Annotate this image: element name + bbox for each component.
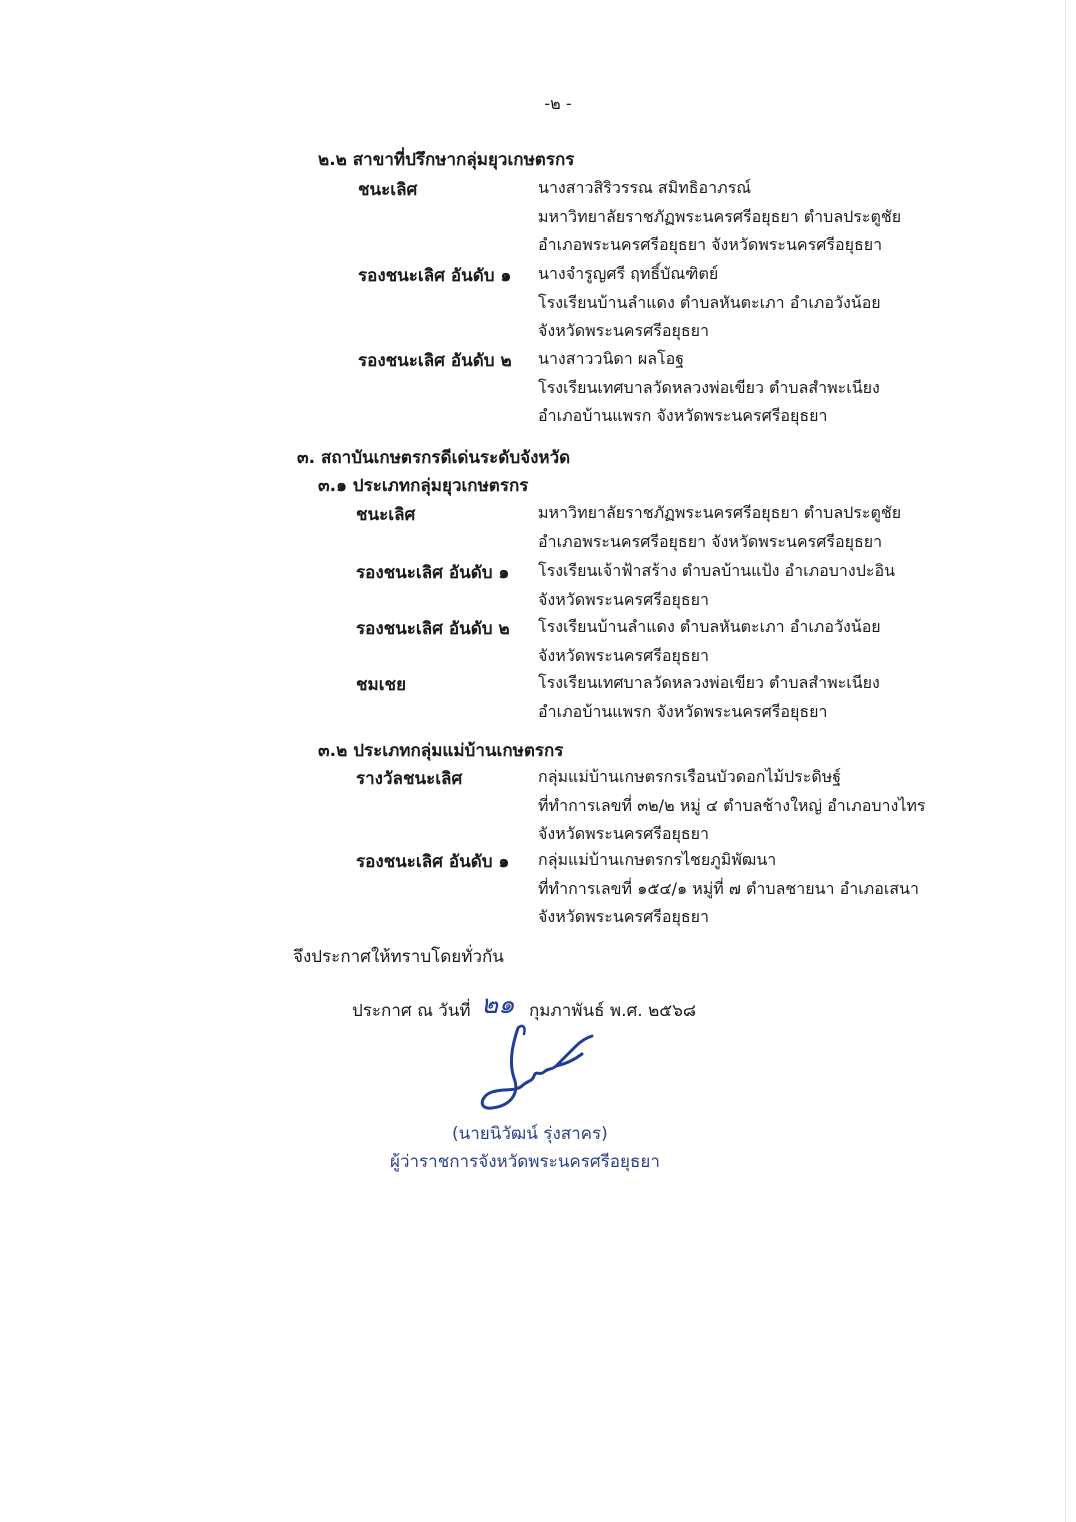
award-detail: มหาวิทยาลัยราชภัฏพระนครศรีอยุธยา ตำบลประตูชัย อำเภอพระนครศรีอยุธยา จังหวัดพระนครศรีอยุธยา [538,503,902,551]
section-2-2-heading: ๒.๒ สาขาที่ปรึกษากลุ่มยุวเกษตรกร [318,150,575,170]
announcement-month-year: กุมภาพันธ์ พ.ศ. ๒๕๖๘ [529,1001,697,1021]
award-label: รองชนะเลิศ อันดับ ๑ [356,563,510,583]
award-label: ชนะเลิศ [358,180,418,200]
page-edge-line [1065,0,1066,1522]
award-label: รองชนะเลิศ อันดับ ๒ [356,619,510,639]
signer-name: (นายนิวัฒน์ รุ่งสาคร) [452,1124,608,1144]
section-3-heading: ๓. สถาบันเกษตรกรดีเด่นระดับจังหวัด [297,448,571,468]
section-3-2-heading: ๓.๒ ประเภทกลุ่มแม่บ้านเกษตรกร [318,741,564,761]
announcement-day-handwritten: ๒๑ [481,990,515,1020]
signer-title: ผู้ว่าราชการจังหวัดพระนครศรีอยุธยา [390,1152,660,1172]
award-detail: กลุ่มแม่บ้านเกษตรกรไชยภูมิพัฒนา ที่ทำการเลขที่ ๑๕๔/๑ หมู่ที่ ๗ ตำบลชายนา อำเภอเสนา จังหวัดพระนครศรีอยุธยา [538,850,919,926]
page-number: -๒ - [544,94,572,113]
award-detail: นางจำรูญศรี ฤทธิ์บัณฑิตย์ โรงเรียนบ้านลำแดง ตำบลหันตะเภา อำเภอวังน้อย จังหวัดพระนครศรีอยุธยา [538,264,881,340]
award-detail: โรงเรียนบ้านลำแดง ตำบลหันตะเภา อำเภอวังน้อย จังหวัดพระนครศรีอยุธยา [538,617,881,665]
award-label: รางวัลชนะเลิศ [356,769,463,789]
section-3-1-heading: ๓.๑ ประเภทกลุ่มยุวเกษตรกร [318,476,529,496]
award-detail: กลุ่มแม่บ้านเกษตรกรเรือนบัวดอกไม้ประดิษฐ์ ที่ทำการเลขที่ ๓๒/๒ หมู่ ๔ ตำบลช้างใหญ่ อำเภอบางไทร จังหวัดพระนครศรีอยุธยา [538,767,926,843]
award-label: รองชนะเลิศ อันดับ ๑ [358,266,512,286]
award-detail: นางสาวสิริวรรณ สมิทธิอาภรณ์ มหาวิทยาลัยราชภัฏพระนครศรีอยุธยา ตำบลประตูชัย อำเภอพระนครศรีอยุธยา จังหวัดพระนครศรีอยุธยา [538,178,902,254]
signature-icon [470,1020,600,1115]
award-label: รองชนะเลิศ อันดับ ๑ [356,852,510,872]
award-label: ชนะเลิศ [356,505,416,525]
award-detail: โรงเรียนเทศบาลวัดหลวงพ่อเขียว ตำบลสำพะเนียง อำเภอบ้านแพรก จังหวัดพระนครศรีอยุธยา [538,673,880,721]
closing-statement: จึงประกาศให้ทราบโดยทั่วกัน [293,947,504,967]
announcement-date-prefix: ประกาศ ณ วันที่ [352,1001,471,1021]
award-detail: โรงเรียนเจ้าฟ้าสร้าง ตำบลบ้านแป้ง อำเภอบางปะอิน จังหวัดพระนครศรีอยุธยา [538,561,896,609]
award-label: รองชนะเลิศ อันดับ ๒ [358,351,512,371]
award-label: ชมเชย [356,675,407,695]
award-detail: นางสาววนิดา ผลโอฐ โรงเรียนเทศบาลวัดหลวงพ่อเขียว ตำบลสำพะเนียง อำเภอบ้านแพรก จังหวัดพระนครศรีอยุธยา [538,349,880,425]
